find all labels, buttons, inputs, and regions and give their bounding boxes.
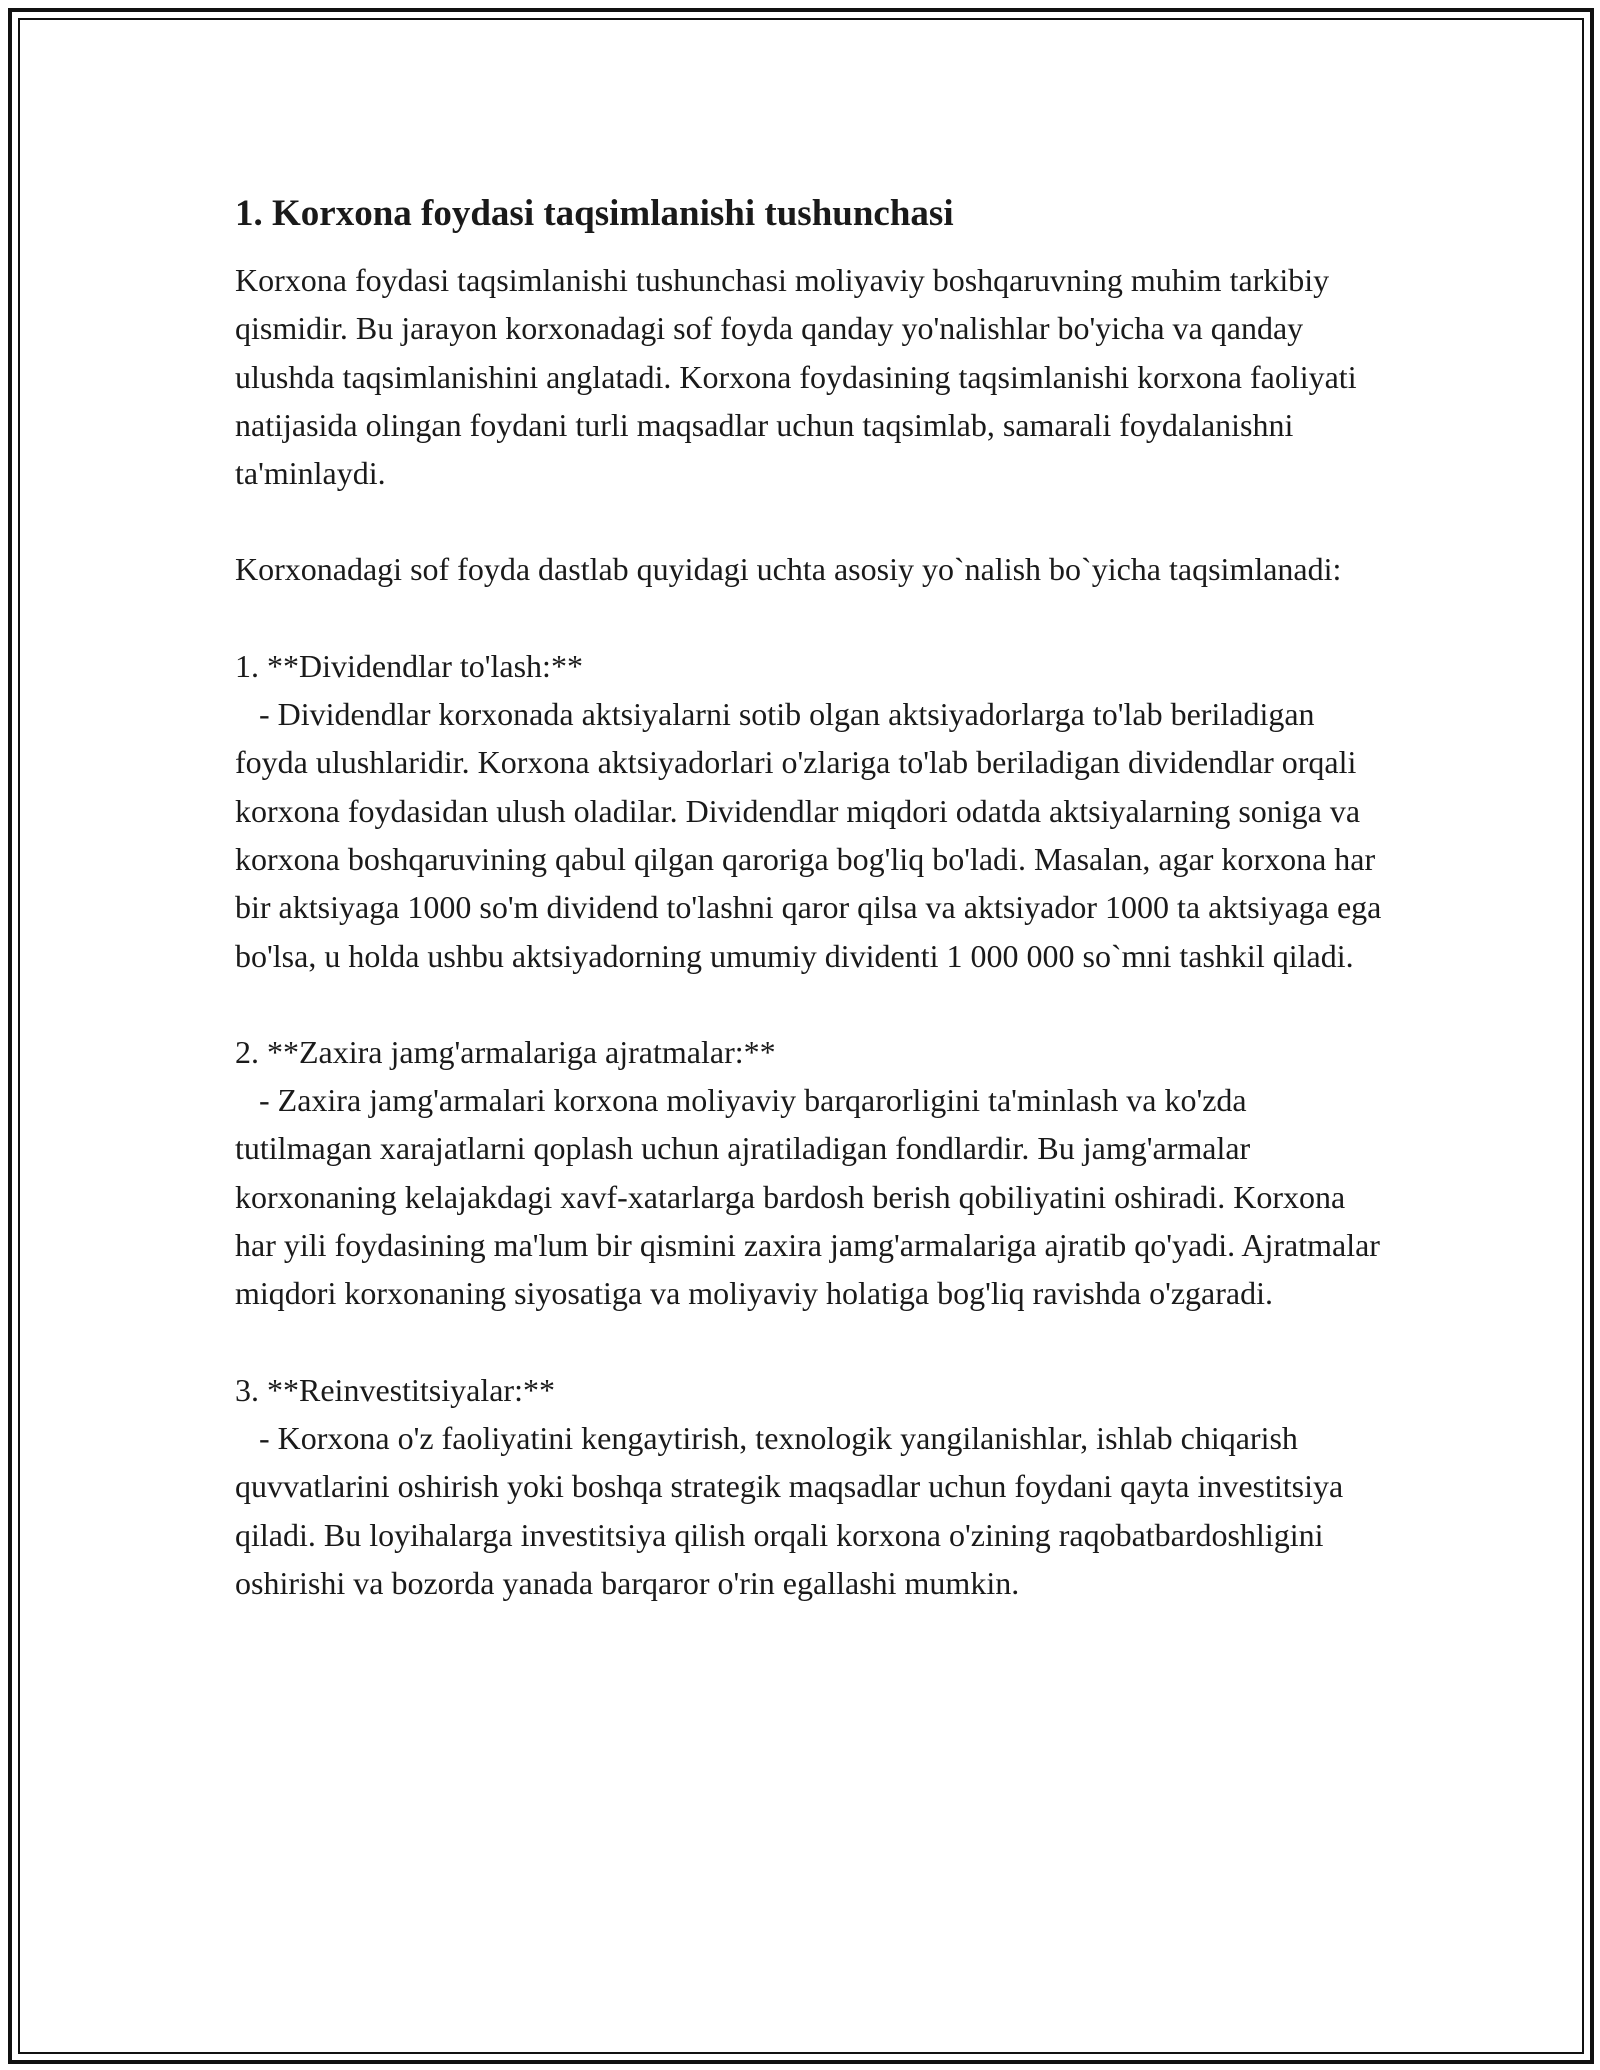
- list-item-title: 2. **Zaxira jamg'armalariga ajratmalar:**: [235, 1033, 776, 1070]
- list-item-title: 1. **Dividendlar to'lash:**: [235, 647, 583, 684]
- list-item-body: - Dividendlar korxonada aktsiyalarni sotib olgan aktsiyadorlarga to'lab beriladigan foyda ulushlaridir. Korxona aktsiyadorlari o'zlariga to'lab beriladigan dividendlar orqali korxona foydasidan ulush oladilar. Dividendlar miqdori odatda aktsiyalarning soniga va korxona boshqaruvining qabul qilgan qaroriga bog'liq bo'ladi. Masalan, agar korxona har bir aktsiyaga 1000 so'm dividend to'lashni qaror qilsa va aktsiyador 1000 ta aktsiyaga ega bo'lsa, u holda ushbu aktsiyadorning umumiy dividenti 1 000 000 so`mni tashkil qiladi.: [235, 696, 1390, 974]
- list-item-dividends: [235, 642, 1390, 980]
- list-item-reinvestment: [235, 1366, 1385, 1607]
- lead-paragraph: Korxonadagi sof foyda dastlab quyidagi uchta asosiy yo`nalish bo`yicha taqsimlanadi:: [235, 551, 1342, 588]
- list-item-body: - Zaxira jamg'armalari korxona moliyaviy barqarorligini ta'minlash va ko'zda tutilmagan xarajatlarni qoplash uchun ajratiladigan fondlardir. Bu jamg'armalar korxonaning kelajakdagi xavf-xatarlarga bardosh berish qobiliyatini oshiradi. Korxona har yili foydasining ma'lum bir qismini zaxira jamg'armalariga ajratib qo'yadi. Ajratmalar miqdori korxonaning siyosatiga va moliyaviy holatiga bog'liq ravishda o'zgaradi.: [235, 1082, 1388, 1312]
- list-item-title: 3. **Reinvestitsiyalar:**: [235, 1371, 555, 1408]
- section-heading: 1. Korxona foydasi taqsimlanishi tushunchasi: [235, 193, 954, 234]
- document-body: [235, 180, 1390, 1655]
- list-item-reserves: [235, 1028, 1388, 1318]
- intro-paragraph: Korxona foydasi taqsimlanishi tushunchasi moliyaviy boshqaruvning muhim tarkibiy qismidir. Bu jarayon korxonadagi sof foyda qanday yo'nalishlar bo'yicha va qanday ulushda taqsimlanishini anglatadi. Korxona foydasining taqsimlanishi korxona faoliyati natijasida olingan foydani turli maqsadlar uchun taqsimlab, samarali foydalanishni ta'minlaydi.: [235, 262, 1365, 492]
- list-item-body: - Korxona o'z faoliyatini kengaytirish, texnologik yangilanishlar, ishlab chiqarish quvvatlarini oshirish yoki boshqa strategik maqsadlar uchun foydani qayta investitsiya qiladi. Bu loyihalarga investitsiya qilish orqali korxona o'zining raqobatbardoshligini oshirishi va bozorda yanada barqaror o'rin egallashi mumkin.: [235, 1419, 1352, 1601]
